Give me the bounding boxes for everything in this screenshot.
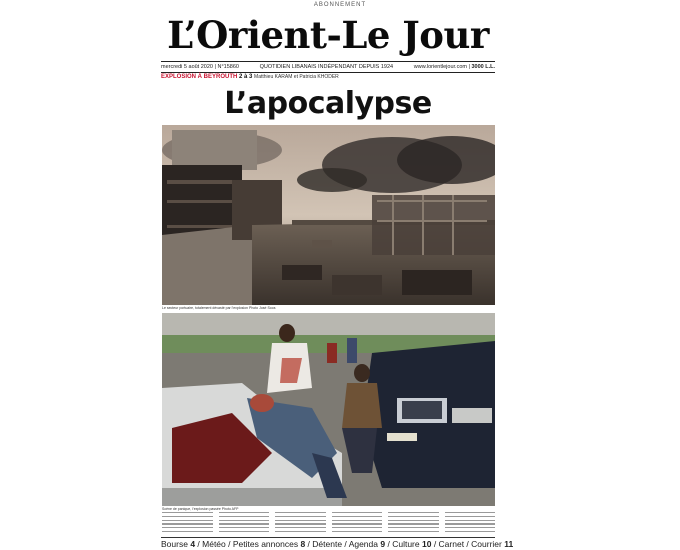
section-item[interactable] — [392, 539, 431, 549]
section-name: Bourse — [161, 539, 188, 549]
section-separator: / — [385, 539, 393, 549]
kicker-authors: Matthieu KARAM et Patricia KHODER — [254, 74, 339, 80]
photo1-caption-text: Le secteur portuaire, totalement dévasté par l’explosion — [162, 306, 248, 310]
photo2-caption — [162, 507, 495, 511]
article-column — [388, 512, 439, 536]
section-name: Petites annonces — [232, 539, 299, 549]
section-item[interactable] — [202, 539, 226, 549]
section-page: 8 — [300, 539, 306, 549]
subscription-label[interactable]: ABONNEMENT — [313, 2, 367, 8]
photo2-caption-text: Scène de panique, l’explosion passée — [162, 507, 221, 511]
dateline: mercredi 5 août 2020 | N°15860 QUOTIDIEN LIBANAIS INDÉPENDANT DEPUIS 1924 www.lorientlejour.com | 3000 L.L. — [161, 64, 495, 70]
section-page: 11 — [504, 539, 514, 549]
kicker-pages: 2 à 3 — [239, 74, 253, 80]
section-separator: / — [195, 539, 203, 549]
section-separator: / — [431, 539, 439, 549]
article-columns — [162, 512, 495, 536]
section-item[interactable] — [349, 539, 385, 549]
issue-number: N°15860 — [217, 64, 239, 70]
section-item[interactable] — [233, 539, 305, 549]
port-explosion-image — [162, 125, 495, 305]
section-page: 10 — [421, 539, 432, 549]
injured-victim-photo — [162, 313, 495, 506]
article-column — [275, 512, 326, 536]
section-name: Météo — [202, 539, 226, 549]
website-link[interactable]: www.lorientlejour.com — [413, 64, 467, 70]
photo1-caption — [162, 306, 495, 310]
section-page: 9 — [380, 539, 386, 549]
injured-victim-image — [162, 313, 495, 506]
kicker-label: EXPLOSION À BEYROUTH — [161, 74, 238, 80]
section-separator: / — [305, 539, 313, 549]
photo1-credit: Photo José Soos — [248, 306, 276, 310]
section-page: 4 — [190, 539, 196, 549]
masthead-logo: L’Orient-Le Jour — [167, 13, 489, 57]
section-item[interactable] — [161, 539, 195, 549]
headline: L’apocalypse — [224, 86, 432, 121]
section-name: Courrier — [471, 539, 502, 549]
price: 3000 L.L. — [471, 64, 495, 70]
section-separator: / — [342, 539, 349, 549]
footer-rule — [161, 537, 495, 538]
section-separator: / — [464, 539, 472, 549]
port-explosion-photo — [162, 125, 495, 305]
date: mercredi 5 août 2020 — [161, 64, 213, 70]
section-item[interactable] — [312, 539, 342, 549]
section-separator: / — [225, 539, 233, 549]
photo2-credit: Photo AFP — [221, 507, 239, 511]
section-name: Agenda — [348, 539, 378, 549]
section-name: Détente — [312, 539, 343, 549]
section-name: Carnet — [438, 539, 465, 549]
article-column — [162, 512, 213, 536]
section-name: Culture — [392, 539, 420, 549]
article-column — [219, 512, 270, 536]
section-index — [161, 539, 514, 549]
kicker-line — [161, 74, 495, 80]
article-column — [445, 512, 496, 536]
section-item[interactable] — [471, 539, 513, 549]
article-column — [332, 512, 383, 536]
dateline-rule — [161, 72, 495, 73]
section-item[interactable] — [439, 539, 465, 549]
tagline: QUOTIDIEN LIBANAIS INDÉPENDANT DEPUIS 1924 — [259, 64, 394, 70]
